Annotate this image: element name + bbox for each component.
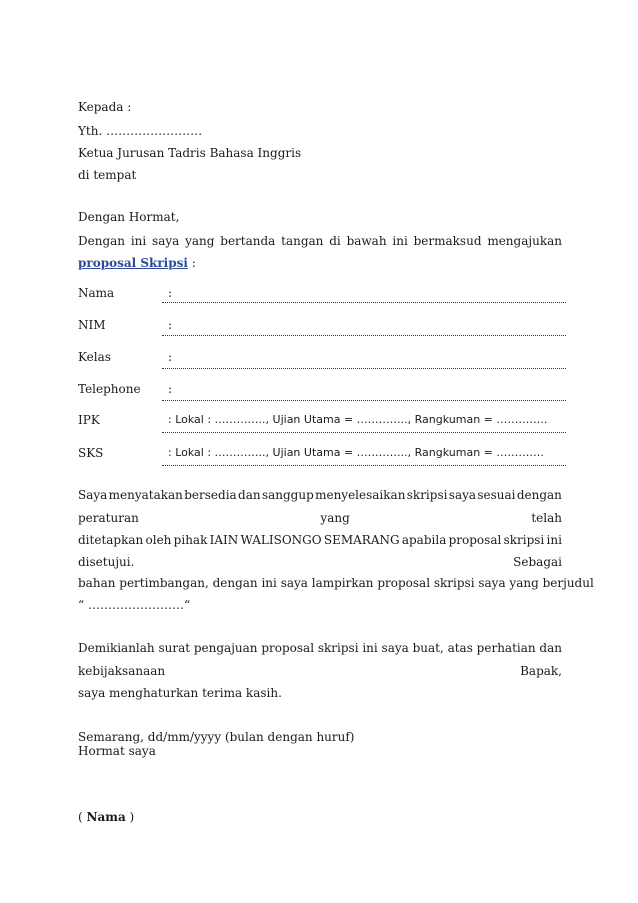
word: skripsi <box>317 641 359 655</box>
ipk-field[interactable] <box>162 432 566 433</box>
sks-label: SKS <box>78 446 104 460</box>
p1-line-3 <box>78 533 562 547</box>
p2-line-3: saya menghaturkan terima kasih. <box>78 686 282 700</box>
word: menyatakan <box>108 488 183 502</box>
word: dan <box>539 641 562 655</box>
p1-line-4 <box>78 555 562 569</box>
word: ini <box>362 641 378 655</box>
telephone-colon: : <box>168 382 173 396</box>
word: SEMARANG <box>323 533 400 547</box>
word: kebijaksanaan <box>78 664 166 678</box>
kepada-line: Kepada : <box>78 100 132 114</box>
word: bertanda <box>220 234 276 248</box>
word: Demikianlah <box>78 641 155 655</box>
word: skripsi <box>503 533 545 547</box>
word: perhatian <box>476 641 536 655</box>
p2-line-2 <box>78 664 562 678</box>
word: saya <box>152 234 180 248</box>
word: disetujui. <box>78 555 135 569</box>
telephone-field[interactable] <box>162 400 566 401</box>
word: di <box>329 234 341 248</box>
opening-line-1 <box>78 234 562 248</box>
word: atas <box>447 641 473 655</box>
word: apabila <box>401 533 447 547</box>
place-line: di tempat <box>78 168 137 182</box>
p1-line-2 <box>78 511 562 525</box>
yth-line: Yth. …………………… <box>78 124 203 138</box>
word: oleh <box>145 533 172 547</box>
link-suffix: : <box>187 256 196 270</box>
word: Saya <box>78 488 108 502</box>
p1-line-1 <box>78 488 562 502</box>
word: peraturan <box>78 511 139 525</box>
p2-line-1 <box>78 641 562 655</box>
proposal-skripsi-link[interactable]: proposal Skripsi <box>78 256 188 270</box>
word: sesuai <box>477 488 516 502</box>
word: ditetapkan <box>78 533 144 547</box>
nim-label: NIM <box>78 318 106 332</box>
p1-line-6: “ ……………………“ <box>78 598 191 612</box>
nim-field[interactable] <box>162 335 566 336</box>
word: Sebagai <box>513 555 562 569</box>
word: saya <box>448 488 477 502</box>
word: WALISONGO <box>240 533 322 547</box>
word: proposal <box>448 533 502 547</box>
word: yang <box>185 234 215 248</box>
word: bersedia <box>184 488 237 502</box>
word: dan <box>238 488 261 502</box>
word: yang <box>320 511 350 525</box>
word: saya <box>381 641 409 655</box>
word: bawah <box>346 234 387 248</box>
kelas-field[interactable] <box>162 368 566 369</box>
word: telah <box>531 511 562 525</box>
name-open: ( <box>78 810 87 824</box>
place-date: Semarang, dd/mm/yyyy (bulan dengan huruf) <box>78 730 355 744</box>
word: skripsi <box>406 488 448 502</box>
ipk-value: : Lokal : ………….., Ujian Utama = ………….., Rangkuman = ………….. <box>168 413 548 426</box>
word: sanggup <box>261 488 314 502</box>
nama-colon: : <box>168 286 173 300</box>
greeting: Dengan Hormat, <box>78 210 180 224</box>
p1-line-5: bahan pertimbangan, dengan ini saya lampirkan proposal skripsi saya yang berjudul <box>78 576 594 590</box>
word: buat, <box>412 641 444 655</box>
name-close: ) <box>125 810 135 824</box>
word: dengan <box>516 488 562 502</box>
word: pihak <box>173 533 208 547</box>
word: Bapak, <box>520 664 562 678</box>
word: mengajukan <box>487 234 562 248</box>
sks-value: : Lokal : ………….., Ujian Utama = ………….., Rangkuman = …………. <box>168 446 544 459</box>
name-placeholder: Nama <box>86 810 126 824</box>
nim-colon: : <box>168 318 173 332</box>
kelas-colon: : <box>168 350 173 364</box>
word: ini <box>546 533 562 547</box>
recipient-line: Ketua Jurusan Tadris Bahasa Inggris <box>78 146 302 160</box>
word: proposal <box>261 641 315 655</box>
word: tangan <box>281 234 324 248</box>
word: IAIN <box>209 533 239 547</box>
signature-name <box>78 810 134 824</box>
word: bermaksud <box>413 234 482 248</box>
word: surat <box>158 641 191 655</box>
opening-line-2 <box>78 256 196 270</box>
nama-field[interactable] <box>162 302 566 303</box>
telephone-label: Telephone <box>78 382 141 396</box>
ipk-label: IPK <box>78 413 100 427</box>
word: ini <box>392 234 408 248</box>
word: Dengan <box>78 234 126 248</box>
word: pengajuan <box>193 641 258 655</box>
nama-label: Nama <box>78 286 115 300</box>
regards: Hormat saya <box>78 744 156 758</box>
sks-field[interactable] <box>162 465 566 466</box>
word: menyelesaikan <box>315 488 406 502</box>
kelas-label: Kelas <box>78 350 111 364</box>
word: ini <box>130 234 147 248</box>
